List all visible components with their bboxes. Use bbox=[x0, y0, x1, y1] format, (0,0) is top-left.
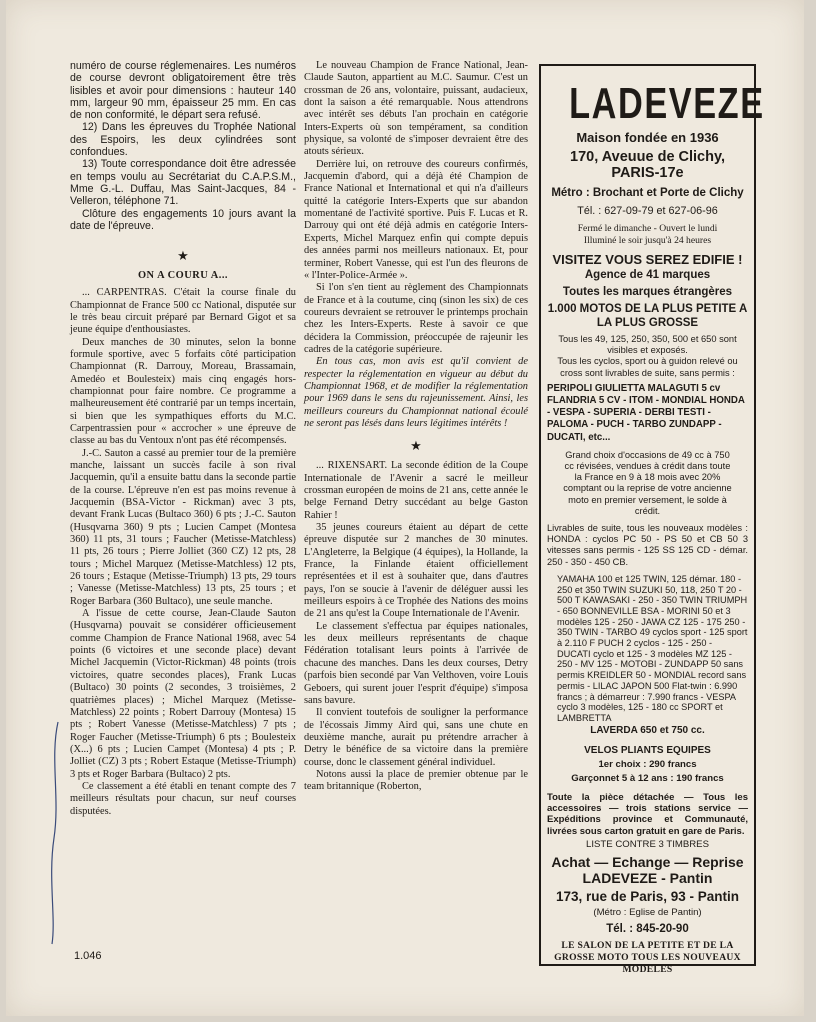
article-paragraph: Le nouveau Champion de France National, Jean-Claude Sauton, appartient au M.C. Saumur. C'est un crossman de 26 ans, volontaire, puissant, audacieux, dont la saison a été remarquable. Nous attendrons avec intérêt ses débuts l'an prochain en catégorie Inters-Experts où son tempérament, sa condition physique, sa volonté de s'imposer devraient être des atouts sérieux. bbox=[304, 60, 528, 158]
article-paragraph: ... RIXENSART. La seconde édition de la Coupe Internationale de l'Avenir a sacré le meilleur crossman européen de moins de 21 ans, cette année le belge Fernand Detry succédant au belge Gaston Rahier ! bbox=[304, 460, 528, 521]
ad-salon: LE SALON DE LA PETITE ET DE LA GROSSE MOTO TOUS LES NOUVEAUX MODELES bbox=[554, 939, 741, 975]
ladeveze-advertisement bbox=[539, 64, 765, 975]
article-paragraph: Si l'on s'en tient au règlement des Championnats de France et à la coutume, cinq (sinon les six) de ces coureurs devraient se retrouver le printemps prochain chez les Inters-Experts. Reste à savoir ce que décidera la Commission, préoccupée de rajeunir les cadres de la catégorie supérieure. bbox=[304, 282, 528, 355]
pen-margin-mark bbox=[48, 718, 62, 948]
article-paragraph: ... CARPENTRAS. C'était la course finale du Championnat de France 500 cc National, disputée sur le très beau circuit préparé par Bernard Gigot et sa jeune équipe d'enthousiastes. bbox=[70, 287, 296, 336]
ad-new-models: Livrables de suite, tous les nouveaux modèles : HONDA : cyclos PC 50 - PS 50 et CB 50 3 vitesses sans permis - 125 SS 125 CD - démar. 250 - 350 - 450 CB. bbox=[547, 523, 748, 567]
ad-laverda: LAVERDA 650 et 750 cc. bbox=[590, 724, 705, 736]
ad-foreign-brands: Toutes les marques étrangères bbox=[562, 286, 733, 298]
ad-motos: 1.000 MOTOS DE LA PLUS PETITE A LA PLUS GROSSE bbox=[547, 303, 748, 329]
ad-founded: Maison fondée en 1936 bbox=[576, 130, 719, 145]
ad-hours: Illuminé le soir jusqu'à 24 heures bbox=[583, 234, 712, 246]
ad-hours: Fermé le dimanche - Ouvert le lundi bbox=[577, 223, 718, 234]
ad-pantin: LADEVEZE - Pantin bbox=[582, 870, 713, 887]
ad-brand-title: LADEVEZE bbox=[569, 79, 765, 128]
section-heading: ON A COURU A... bbox=[137, 270, 229, 282]
article-paragraph: Le classement s'effectua par équipes nationales, les deux meilleurs représentants de chaque Fédération totalisant leurs points à l'arrivée de chacune des manches. Dans les deux courses, Detry (parfois bien secondé par Van Velthoven, voire Louis Geboers, qui surent jouer l'esprit d'équipe) s'imposa sans bavure. bbox=[304, 620, 528, 706]
rules-paragraph: 13) Toute correspondance doit être adressée en temps voulu au Secrétariat du C.A.P.S.M., Mme G.-L. Duffau, Mas Saint-Jacques, 84 - Velleron, téléphone 71. bbox=[70, 158, 296, 208]
ad-telephone: Tél. : 627-09-79 et 627-06-96 bbox=[577, 205, 718, 217]
article-paragraph: J.-C. Sauton a cassé au premier tour de la première manche, laissant un succès facile à son rival Jacquemin, qu'il a ensuite battu dans la seconde partie de la course. L'épreuve n'en est pas moins revenue à Jacquemin (BSA-Victor - Rickman) avec 3 pts, devant Frank Lucas (Bultaco 360) 6 pts ; J.-C. Sauton (Husqvarna 360) 9 pts ; Lucien Campet (Montesa 360) 11 pts, 31 tours ; Faucher (Metisse-Matchless) 11 pts, 26 tours ; Pierre Jolliet (360 CZ) 12 pts, 28 tours ; Michel Marquez (Metisse-Matchless) 12 pts, 26 tours ; Estaque (Metisse-Triumph) 13 pts, 29 tours ; Vanesse (Metisse-Matchless) 13 pts, 25 tours ; et Roger Barbara (360 Bultaco), une seule manche. bbox=[70, 447, 296, 607]
opinion-paragraph: En tous cas, mon avis est qu'il convient de respecter la réglementation en vigueur au début du Championnat 1968, et de modifier la réglementation pour 1969 dans le sens du rajeunissement. Ainsi, les meilleurs coureurs du Championnat national écoulé ne seront pas lésés dans leurs légitimes intérêts ! bbox=[304, 356, 528, 429]
ad-visit-slogan: VISITEZ VOUS SEREZ EDIFIE ! bbox=[552, 252, 743, 267]
ad-achat: Achat — Echange — Reprise bbox=[551, 854, 744, 871]
ad-model-list: YAMAHA 100 et 125 TWIN, 125 démar. 180 - 250 et 350 TWIN SUZUKI 50, 118, 250 T 20 - 500 T KAWASAKI - 250 - 350 TWIN TRIUMPH - 650 BONNEVILLE BSA - MORINI 50 et 3 modèles 125 - 250 - JAWA CZ 125 - 175 250 - 350 TWIN - TARBO 49 cyclos sport - 125 sport à 2.110 F PUCH 2 cyclos - 125 - 250 - DUCATI cyclo et 125 - 3 modèles MZ 125 - 250 - MV 125 - MOTOBI - ZUNDAPP 50 sans permis KREIDLER 50 - MONDIAL record sans permis - LILAC JAPON 500 Flat-twin : 6.990 francs ; à démarreur : 7.990 francs - VESPA cyclo 3 modèles, 125 - 180 cc SPORT et LAMBRETTA bbox=[557, 573, 748, 723]
article-paragraph: Derrière lui, on retrouve des coureurs confirmés, Jacquemin d'abord, qui a déjà été Champion de France National et International et qui n'a d'ailleurs quitté la catégorie Inters-Experts que sur abandon momentané de l'activité sportive. Puis F. Lucas et R. Darrouy qui ont été déjà admis en catégorie Inters-Experts, Michel Marquez enfin qui compte depuis des années parmi nos meilleurs nationaux. Et, pour terminer, Robert Vanesse, qui est l'un des fleurons de « l'Inter-Police-Armée ». bbox=[304, 158, 528, 281]
rules-paragraph: numéro de course réglemenaires. Les numéros de course devront obligatoirement être très lisibles et avoir pour dimensions : hauteur 140 mm, largeur 90 mm, épaisseur 25 mm. En cas de non conformité, le départ sera refusé. bbox=[70, 60, 296, 122]
ad-metro: Métro : Brochant et Porte de Clichy bbox=[551, 187, 744, 199]
ad-spare-parts: Toute la pièce détachée — Tous les accessoires — trois stations service — Expéditions province et Communauté, livrées sous carton gratuit en gare de Paris. bbox=[547, 791, 748, 837]
article-paragraph: Notons aussi la place de premier obtenue par le team britannique (Roberton, bbox=[304, 768, 528, 793]
rules-paragraph: Clôture des engagements 10 jours avant la date de l'épreuve. bbox=[70, 207, 296, 232]
page-number: 1.046 bbox=[74, 950, 102, 962]
article-paragraph: A l'issue de cette course, Jean-Claude Sauton (Husqvarna) pouvait se considérer officieusement comme Champion de France National 1968, avec 54 points (6 victoires et une seconde place) devant Michel Jacquemin (Victor-Rickman) 48 points (trois victoires, quatre secondes places), Frank Lucas (Bultaco) 30 points (2 secondes, 3 troisièmes, 2 quatrièmes places) ; Michel Marquez (Metisse-Matchless) 22 points ; Robert Darrouy (Montesa) 15 pts ; Robert Vanesse (Metisse-Matchless) 7 pts ; Roger Faucher (Metisse-Triumph) 6 pts ; Boulesteix (X...) 6 pts ; Lucien Campet (Montesa) 4 pts ; P. Jolliet (CZ) 3 pts ; Robert Estaque (Metisse-Triumph) 3 pts et Roger Barbara (Bultaco) 2 pts. bbox=[70, 608, 296, 780]
ad-velos-kids: Garçonnet 5 à 12 ans : 190 francs bbox=[571, 772, 724, 784]
ad-catalogue: LISTE CONTRE 3 TIMBRES bbox=[586, 838, 709, 850]
rules-paragraph: 12) Dans les épreuves du Trophée National des Espoirs, les deux cylindrées sont confondues. bbox=[70, 121, 296, 159]
ad-address: 170, Aveuue de Clichy, PARIS-17e bbox=[570, 149, 725, 181]
ad-pantin-tel: Tél. : 845-20-90 bbox=[606, 922, 689, 935]
star-separator-icon: ★ bbox=[177, 248, 189, 264]
ad-velos: VELOS PLIANTS EQUIPES bbox=[584, 744, 711, 756]
article-paragraph: Il convient toutefois de souligner la performance de l'écossais Jimmy Aird qui, sans une chute en deuxième manche, aurait pu prétendre arracher à Detry le bénéfice de sa victoire dans la première course, donc le classement général individuel. bbox=[304, 707, 528, 768]
star-separator-icon: ★ bbox=[410, 438, 422, 454]
article-paragraph: 35 jeunes coureurs étaient au départ de cette épreuve disputée sur 2 manches de 30 minutes. L'Angleterre, la Belgique (4 équipes), la Hollande, la France, la Finlande étaient officiellement représentées et il est à souhaiter que, dans d'autres pays, l'on se soucie à l'avenir de déléguer aussi les meilleurs espoirs à ce Trophée des Nations des moins de 21 ans qu'est la Coupe Internationale de l'Avenir. bbox=[304, 522, 528, 620]
article-paragraph: Ce classement a été établi en tenant compte des 7 meilleurs résultats pour chacun, sur neuf courses disputées. bbox=[70, 780, 296, 817]
article-paragraph: Deux manches de 30 minutes, selon la bonne formule sportive, avec 5 forfaits côté participation Championnat (R. Darrouy, Moreau, Brassamain, Amedéo et Boulesteix) mais cinq engagés hors-championnat pour faire nombre. Ce programme a malheureusement été contrarié par un temps incertain, si bien que les sympathiques efforts du M.C. Carpentrassien pour « accrocher » une épreuve de classe au bas du Ventoux n'ont pas été récompensés. bbox=[70, 336, 296, 447]
ad-cycles: Tous les cyclos, sport ou à guidon relevé ou cross sont livrables de suite, sans permis : bbox=[557, 356, 738, 378]
column-middle bbox=[304, 60, 528, 794]
ad-brand-list: PERIPOLI GIULIETTA MALAGUTI 5 cv FLANDRIA 5 CV - ITOM - MONDIAL HONDA - VESPA - SUPERIA - DERBI TESTI - PALOMA - PUCH - TARBO ZUNDAPP - DUCATI, etc... bbox=[547, 382, 745, 443]
ad-pantin-metro: (Métro : Eglise de Pantin) bbox=[593, 907, 702, 919]
ad-velos-price: 1er choix : 290 francs bbox=[598, 758, 697, 770]
ad-visible: Tous les 49, 125, 250, 350, 500 et 650 sont visibles et exposés. bbox=[558, 334, 737, 356]
ad-pantin-address: 173, rue de Paris, 93 - Pantin bbox=[555, 889, 740, 905]
ad-occasions: Grand choix d'occasions de 49 cc à 750 cc révisées, vendues à crédit dans toute la France en 9 à 18 mois avec 20% comptant ou la reprise de votre ancienne moto en premier versement, le solde à crédit. bbox=[563, 449, 732, 516]
magazine-page bbox=[6, 0, 804, 1016]
ad-agency: Agence de 41 marques bbox=[584, 269, 711, 281]
column-left bbox=[70, 60, 296, 818]
